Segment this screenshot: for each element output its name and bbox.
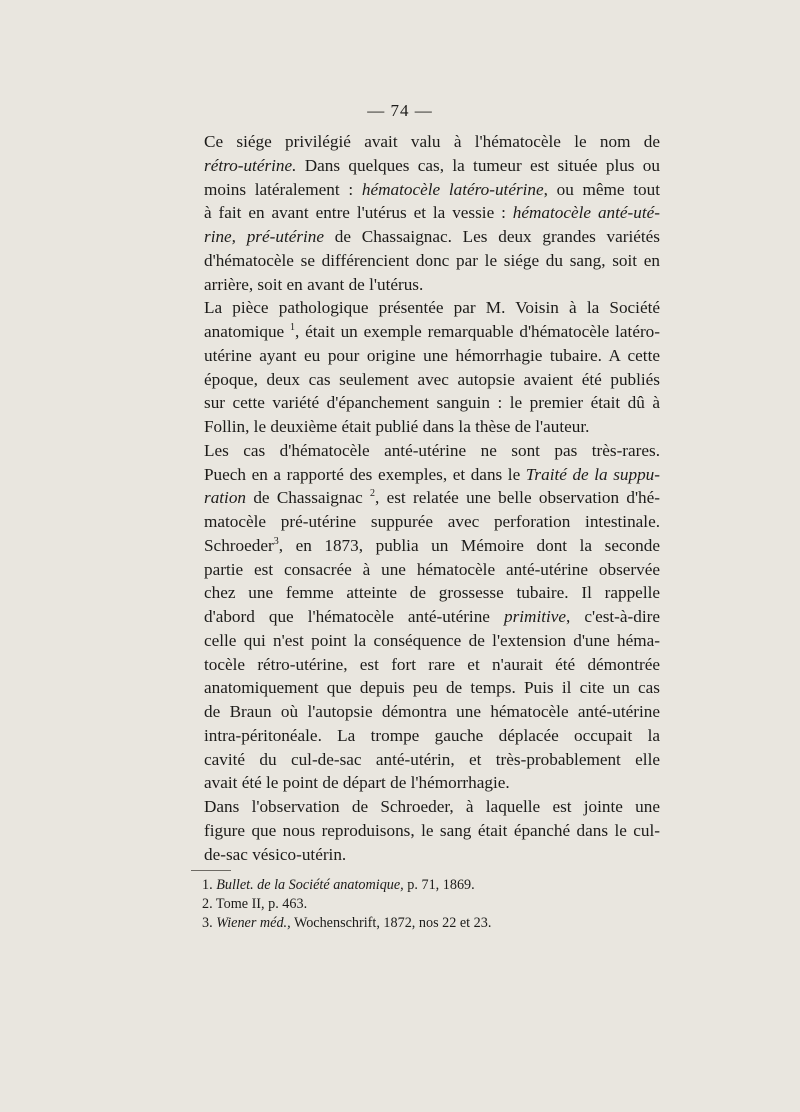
paragraph-2 xyxy=(178,296,660,439)
text-line: matocèle pré-utérine suppurée avec perforation intestinale. xyxy=(204,512,660,531)
text-line: époque, deux cas seulement avec autopsie avaient été publiés xyxy=(204,369,660,389)
italic-term: rétro-utérine. xyxy=(204,155,297,175)
text-line: celle qui n'est point la conséquence de l'extension d'une héma- xyxy=(204,630,660,650)
text-line: partie est consacrée à une hématocèle anté-utérine observée xyxy=(204,559,660,579)
text-line: cavité du cul-de-sac anté-utérin, et très-probablement elle xyxy=(204,749,660,769)
italic-term: hématocèle anté-uté- xyxy=(512,203,660,223)
text-line: anatomique $^1$, était un exemple remarquable d'hématocèle latéro- xyxy=(204,322,660,341)
italic-term: rine, pré-utérine xyxy=(204,227,325,246)
text-line: arrière, soit en avant de l'utérus. xyxy=(204,274,424,294)
footnote-1: 1. Bullet. de la Société anatomique, p. 71, 1869. xyxy=(202,877,475,893)
text-line: de-sac vésico-utérin. xyxy=(204,844,347,864)
paragraph-3 xyxy=(178,439,660,795)
paragraph-1 xyxy=(178,130,660,296)
text-line: figure que nous reproduisons, le sang était épanché dans le cul- xyxy=(204,820,660,840)
text-line: rine, pré-utérine de Chassaignac. Les deux grandes variétés xyxy=(204,227,660,246)
text-line: à fait en avant entre l'utérus et la vessie : hématocèle anté-uté- xyxy=(204,203,660,223)
footnote-ref: 3 xyxy=(273,535,279,547)
text-line: Dans l'observation de Schroeder, à laquelle est jointe une xyxy=(204,797,660,816)
paragraph-4 xyxy=(178,795,660,866)
footnote-ref: 1 xyxy=(290,322,296,333)
italic-term: Wiener méd., xyxy=(216,915,291,931)
footnote-divider xyxy=(191,870,231,871)
italic-term: primitive xyxy=(503,607,567,626)
page-number: — 74 — xyxy=(367,101,433,120)
text-line: ration de Chassaignac $^2$, est relatée une belle observation d'hé- xyxy=(204,488,660,508)
text-line: Puech en a rapporté des exemples, et dans le Traité de la suppu- xyxy=(204,464,660,484)
text-line: Follin, le deuxième était publié dans la thèse de l'auteur. xyxy=(204,417,590,436)
text-line: d'abord que l'hématocèle anté-utérine primitive, c'est-à-dire xyxy=(204,607,660,626)
text-line: Schroeder$^3$, en 1873, publia un Mémoire dont la seconde xyxy=(204,535,660,555)
text-line: rétro-utérine. Dans quelques cas, la tumeur est située plus ou xyxy=(204,155,660,175)
footnote-2: 2. Tome II, p. 463. xyxy=(202,896,308,912)
italic-term: Bullet. de la Société anatomique, xyxy=(216,877,404,893)
text-line: utérine ayant eu pour origine une hémorrhagie tubaire. A cette xyxy=(204,345,660,365)
text-line: intra-péritonéale. La trompe gauche déplacée occupait la xyxy=(204,725,660,745)
text-line: moins latéralement : hématocèle latéro-utérine, ou même tout xyxy=(204,179,660,199)
text-line: d'hématocèle se différencient donc par le siége du sang, soit en xyxy=(204,250,660,270)
text-line: La pièce pathologique présentée par M. Voisin à la Société xyxy=(204,298,660,318)
italic-term: ration xyxy=(204,488,247,508)
footnotes xyxy=(202,876,662,933)
footnote-3: 3. Wiener méd., Wochenschrift, 1872, nos 22 et 23. xyxy=(202,915,492,931)
italic-term: Traité de la suppu- xyxy=(525,464,660,484)
text-line: sur cette variété d'épanchement sanguin : le premier était dû à xyxy=(204,393,660,413)
text-line: anatomiquement que depuis peu de temps. Puis il cite un cas xyxy=(204,678,660,698)
footnote-ref: 2 xyxy=(370,488,376,500)
italic-term: hématocèle latéro-utérine xyxy=(361,179,544,199)
text-line: Ce siége privilégié avait valu à l'hématocèle le nom de xyxy=(204,132,660,151)
text-line: avait été le point de départ de l'hémorrhagie. xyxy=(204,773,510,793)
text-line: chez une femme atteinte de grossesse tubaire. Il rappelle xyxy=(204,583,660,603)
body-text xyxy=(178,130,660,866)
text-line: Les cas d'hématocèle anté-utérine ne sont pas très-rares. xyxy=(204,440,660,460)
text-line: tocèle rétro-utérine, est fort rare et n'aurait été démontrée xyxy=(204,654,660,674)
text-line: de Braun où l'autopsie démontra une hématocèle anté-utérine xyxy=(204,702,660,721)
